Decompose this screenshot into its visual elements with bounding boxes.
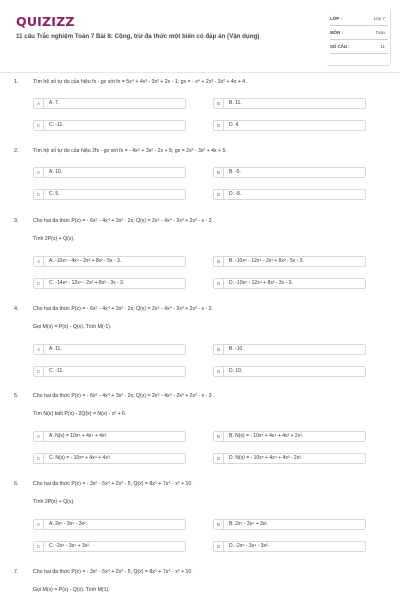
option-text: A. 11. [49,346,62,353]
option-d[interactable] [213,366,366,377]
option-letter: D [214,278,224,289]
option-letter: D [214,366,224,377]
option-text: C. -2x⁶ - 3x⁴ + 3x². [49,543,91,550]
option-letter: D [214,189,224,200]
option-letter: B [214,256,224,267]
question-text: Cho hai đa thức P(x) = - 3x⁶ - 5x⁴ + 2x² - 5; Q(x) = 8x⁶ + 7x⁴ - x² + 10. [33,569,193,575]
option-text: D. 4. [229,122,240,129]
option-letter: A [34,98,44,109]
option-text: B. 2x⁶ - 3x⁴ + 3x². [229,521,269,528]
option-d[interactable] [213,189,366,200]
meta-row-subject [330,26,388,40]
option-letter: C [34,189,44,200]
option-letter: A [34,167,44,178]
question-text: Cho hai đa thức P(x) = - 3x⁶ - 5x⁴ + 2x² - 5; Q(x) = 8x⁶ + 7x⁴ - x² + 10. [33,481,193,487]
option-text: A. -10x⁵ - 4x⁴ - 2x³ + 8x² - 5x - 3. [49,258,122,265]
option-letter: A [34,431,44,442]
option-text: A. 2x⁶ - 3x⁴ - 3x². [49,521,88,528]
option-text: C. -11. [49,122,64,129]
meta-key: LỚP : [330,15,342,21]
header-divider [0,72,400,73]
question-text: Tìm hệ số tự do của hiệu fx - gx với fx = 5x⁴ + 4x³ - 3x² + 2x - 1; gx = - x⁴ + 2x³ - 3x² + 4x + 4 . [33,79,249,85]
option-letter: A [34,256,44,267]
meta-key: SỐ CÂU : [330,43,350,49]
option-letter: B [214,98,224,109]
option-a[interactable] [33,98,186,109]
option-d[interactable] [213,541,366,552]
option-letter: C [34,278,44,289]
option-text: D. 10. [229,368,243,375]
worksheet-header [0,0,400,66]
question-number: 3. [14,218,19,224]
question-number: 1. [14,79,19,85]
option-text: C. -14x⁵ - 12x⁴ - 2x³ + 8x² - 3x - 3. [49,280,125,287]
meta-row-count [330,40,388,54]
option-a[interactable] [33,344,186,355]
question-text: Cho hai đa thức P(x) = - 6x⁵ - 4x⁴ + 3x² - 2x; Q(x) = 2x⁵ - 4x⁴ - 2x³ + 2x² - x - 3 . [33,393,215,399]
option-b[interactable] [213,344,366,355]
option-letter: B [214,167,224,178]
option-a[interactable] [33,167,186,178]
option-text: D. N(x) = - 10x⁵ + 4x⁴ + 4x³ - 2x². [229,455,303,462]
meta-value: 11 [380,43,385,49]
option-a[interactable] [33,519,186,530]
option-letter: C [34,366,44,377]
option-letter: C [34,453,44,464]
option-b[interactable] [213,167,366,178]
option-d[interactable] [213,453,366,464]
option-a[interactable] [33,431,186,442]
question-subtext: Gọi M(x) = P(x) - Q(x). Tính M(1). [33,587,110,593]
question-number: 5. [14,393,19,399]
option-text: B. -10. [229,346,244,353]
option-letter: B [214,519,224,530]
option-letter: D [214,120,224,131]
question-text: Tìm hệ số tự do của hiệu 2fx - gx với fx = - 4x⁵ + 3x² - 2x + 5; gx = 2x³ - 3x² + 4x + 5. [33,148,227,154]
question-subtext: Gọi M(x) = P(x) - Q(x). Tính M(-1). [33,324,112,330]
option-b[interactable] [213,431,366,442]
option-b[interactable] [213,256,366,267]
option-c[interactable] [33,120,186,131]
question-subtext: Tính 2P(x) + Q(x). [33,236,75,242]
option-c[interactable] [33,189,186,200]
meta-info [330,12,388,54]
meta-value: Toán [375,29,385,35]
option-text: B. -10x⁵ - 12x⁴ - 2x³ + 8x² - 5x - 3. [229,258,304,265]
option-text: B. N(x) = - 10x⁵ + 4x⁴ + 4x³ + 2x². [229,433,304,440]
option-text: C. N(x) = - 10x⁵ + 4x⁴ + 4x³. [49,455,111,462]
option-text: D. -2x⁶ - 3x⁴ - 3x². [229,543,270,550]
question-number: 6. [14,481,19,487]
option-b[interactable] [213,519,366,530]
option-letter: D [214,453,224,464]
option-text: B. 11. [229,100,242,107]
question-number: 2. [14,148,19,154]
option-letter: C [34,541,44,552]
question-text: Cho hai đa thức P(x) = - 6x⁵ - 4x⁴ + 3x² - 2x; Q(x) = 2x⁵ - 4x⁴ - 2x³ + 2x² - x - 3 . [33,218,215,224]
option-letter: D [214,541,224,552]
option-text: D. -8. [229,191,242,198]
option-letter: C [34,120,44,131]
option-text: B. -5. [229,169,241,176]
option-a[interactable] [33,256,186,267]
meta-row-class [330,12,388,26]
question-number: 4. [14,306,19,312]
quizizz-logo: QUIZIZZ [16,14,75,29]
option-c[interactable] [33,541,186,552]
question-text: Cho hai đa thức P(x) = - 6x⁵ - 4x⁴ + 3x² - 2x; Q(x) = 2x⁵ - 4x⁴ - 2x³ + 2x² - x - 3. [33,306,214,312]
meta-value: Lớp 7 [373,15,385,21]
option-text: D. -10x⁵ - 12x⁴ + 8x² - 3x - 3. [229,280,293,287]
option-letter: A [34,519,44,530]
option-c[interactable] [33,453,186,464]
option-text: A. 10. [49,169,63,176]
option-c[interactable] [33,366,186,377]
option-text: C. 5. [49,191,60,198]
option-text: A. 7. [49,100,60,107]
option-c[interactable] [33,278,186,289]
option-d[interactable] [213,278,366,289]
option-d[interactable] [213,120,366,131]
option-letter: B [214,344,224,355]
question-number: 7. [14,569,19,575]
question-subtext: Tìm N(x) biết P(x) - 2Q(x) = N(x) - x² + 6. [33,411,127,417]
worksheet-title: 11 câu Trắc nghiệm Toán 7 Bài 8: Cộng, trừ đa thức một biến có đáp án (Vận dụng) [16,33,260,40]
option-letter: B [214,431,224,442]
option-b[interactable] [213,98,366,109]
meta-key: MÔN : [330,29,343,35]
option-text: C. -11. [49,368,64,375]
option-text: A. N(x) = 10x⁵ + 4x⁴ + 4x³. [49,433,108,440]
option-letter: A [34,344,44,355]
question-subtext: Tính 2P(x) + Q(x). [33,499,75,505]
